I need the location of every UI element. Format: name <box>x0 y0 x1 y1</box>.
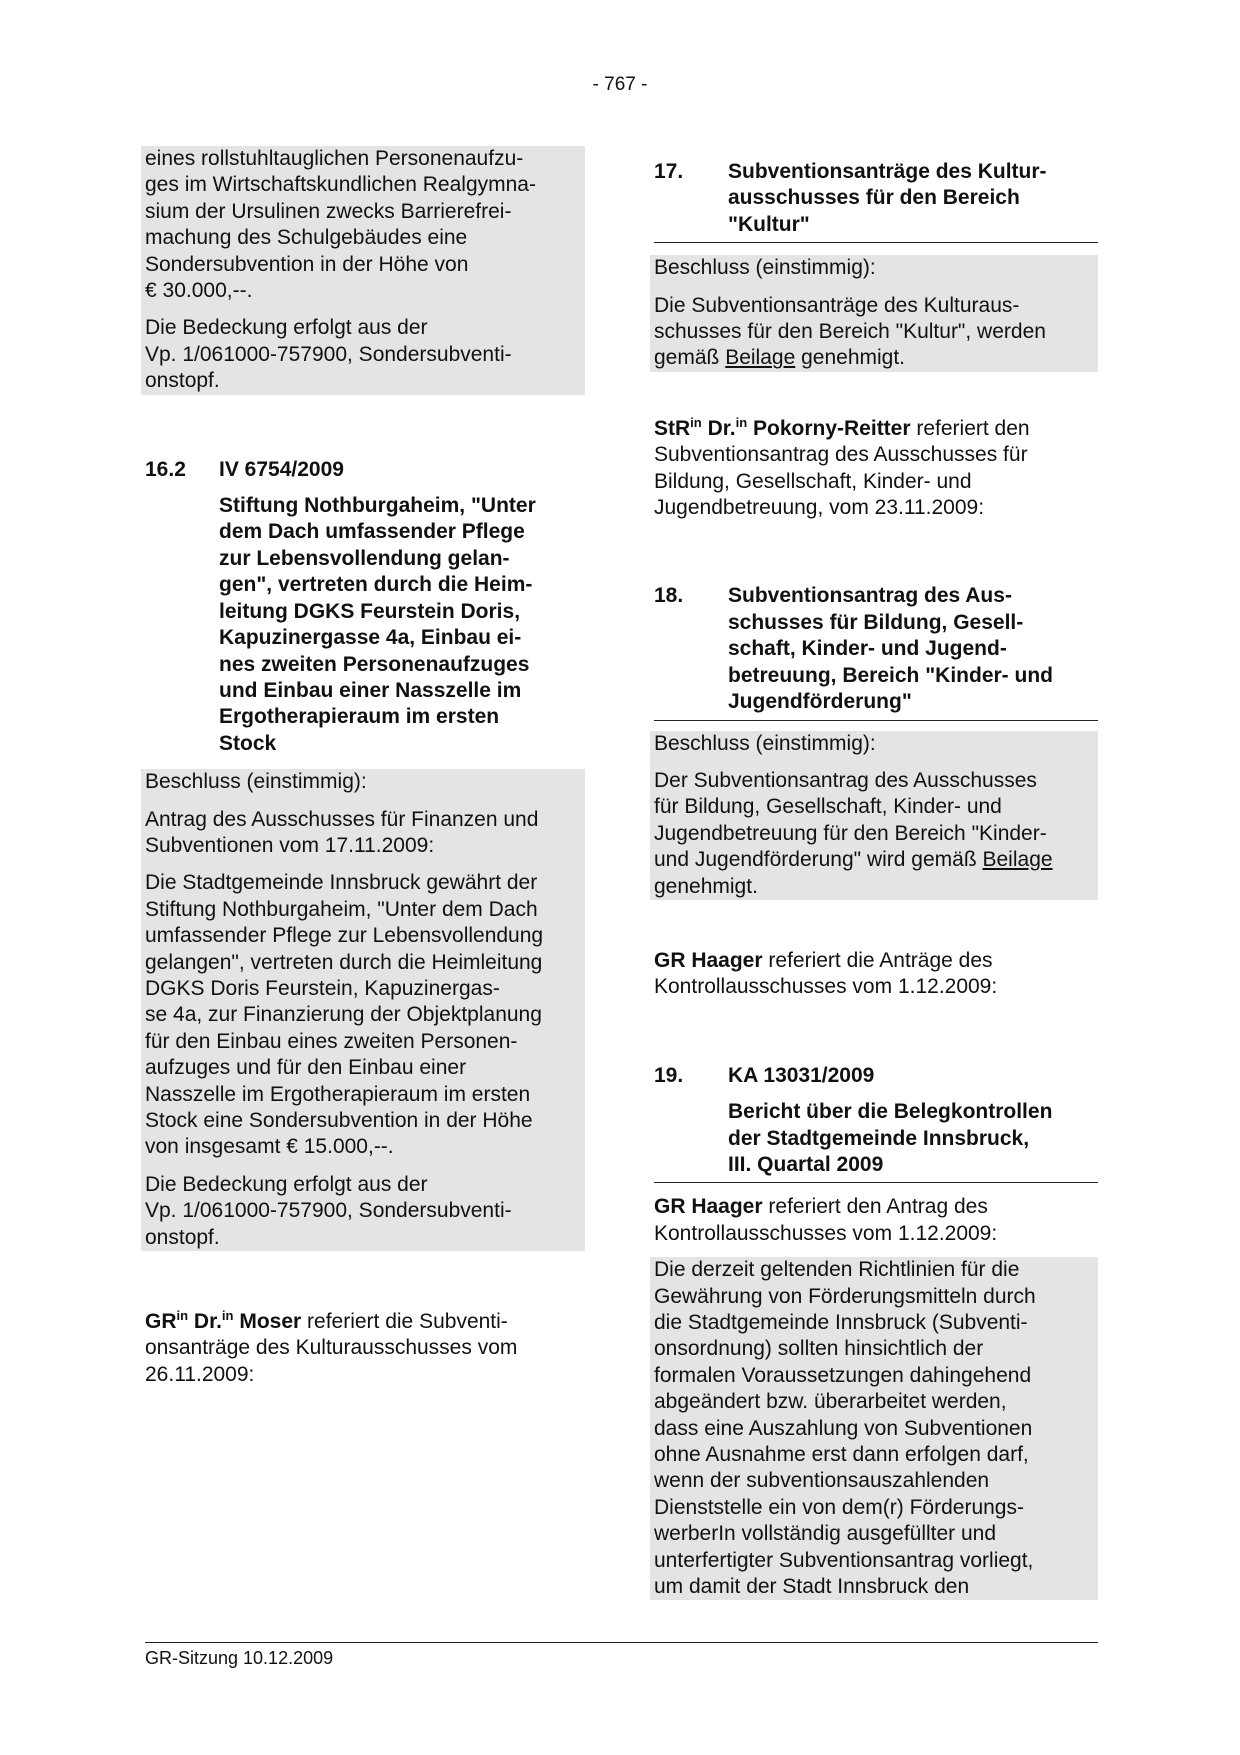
text-line: Dienststelle ein von dem(r) Förderungs- <box>654 1495 1024 1519</box>
item-code: IV 6754/2009 <box>219 457 344 481</box>
speaker-title: StR$^{in}$ Dr.$^{in}$ Pokorny-Reitter <box>654 414 911 440</box>
text-line: dem Dach umfassender Pflege <box>219 520 525 544</box>
text-line: III. Quartal 2009 <box>728 1152 884 1176</box>
text-line: Bericht über die Belegkontrollen <box>728 1100 1053 1124</box>
text-line: wenn der subventionsauszahlenden <box>654 1469 990 1493</box>
item-number: 17. <box>654 160 684 183</box>
resolution-body <box>654 768 1094 900</box>
text-line: Subventionen vom 17.11.2009: <box>145 833 435 857</box>
resolution-body <box>654 293 1094 372</box>
text-line: Subventionsanträge des Kultur- <box>728 160 1047 183</box>
text-line: gelangen", vertreten durch die Heimleitung <box>145 950 543 974</box>
text-line: Jugendbetreuung für den Bereich "Kinder- <box>654 821 1047 845</box>
text-line: umfassender Pflege zur Lebensvollendung <box>145 924 544 948</box>
text-line: dass eine Auszahlung von Subventionen <box>654 1416 1033 1440</box>
speaker-haager-1 <box>654 948 1098 1001</box>
text-line: die Stadtgemeinde Innsbruck (Subventi- <box>654 1311 1028 1334</box>
text-line: Der Subventionsantrag des Ausschusses <box>654 768 1037 792</box>
text-line: ausschusses für den Bereich <box>728 186 1020 210</box>
beilage-link[interactable]: Beilage <box>725 346 796 370</box>
decision-label: Beschluss (einstimmig): <box>654 731 876 755</box>
coverage-text <box>145 315 581 394</box>
text-line: Antrag des Ausschusses für Finanzen und <box>145 807 539 831</box>
text-line: Die Bedeckung erfolgt aus der <box>145 1172 428 1196</box>
right-column <box>654 0 1098 1600</box>
text-line: der Stadtgemeinde Innsbruck, <box>728 1126 1030 1150</box>
motion-text <box>145 807 581 860</box>
item-title <box>728 583 1098 715</box>
item-number: 16.2 <box>145 457 186 481</box>
text-line: ges im Wirtschaftskundlichen Realgymna- <box>145 173 536 197</box>
text-line: Stiftung Nothburgaheim, "Unter <box>219 494 536 518</box>
text-line: Subventionsantrag des Aus- <box>728 584 1012 608</box>
text-line: Stiftung Nothburgaheim, "Unter dem Dach <box>145 897 538 921</box>
speaker-line <box>654 1194 1098 1220</box>
text-line: Die derzeit geltenden Richtlinien für die <box>654 1258 1020 1282</box>
left-column <box>145 0 585 1388</box>
text-line: für den Einbau eines zweiten Personen- <box>145 1029 518 1053</box>
text-line: leitung DGKS Feurstein Doris, <box>219 599 521 623</box>
footer-text: GR-Sitzung 10.12.2009 <box>145 1648 334 1668</box>
decision-label: Beschluss (einstimmig): <box>145 770 367 794</box>
item-heading <box>654 1063 1098 1089</box>
text-line: Stock <box>219 731 277 755</box>
item-19-motion-block <box>650 1257 1098 1600</box>
text-line: "Kultur" <box>728 212 810 236</box>
speaker-line <box>654 416 1098 442</box>
speaker-text: referiert den Antrag des <box>768 1195 988 1219</box>
coverage-text <box>145 1172 581 1251</box>
text-line: für Bildung, Gesellschaft, Kinder- und <box>654 795 1002 819</box>
text-line: sium der Ursulinen zwecks Barrierefrei- <box>145 199 512 223</box>
text-line: Kapuzinergasse 4a, Einbau ei- <box>219 626 522 650</box>
text-line: und Einbau einer Nasszelle im <box>219 678 522 702</box>
text-line: zur Lebensvollendung gelan- <box>219 546 510 570</box>
text-line: genehmigt. <box>654 874 758 898</box>
speaker-moser <box>145 1309 585 1388</box>
text-line: gen", vertreten durch die Heim- <box>219 573 533 597</box>
text-line: Jugendförderung" <box>728 690 912 714</box>
resolution-block <box>141 769 585 1251</box>
speaker-text: referiert die Anträge des <box>768 948 993 972</box>
item-subject <box>654 1099 1098 1183</box>
text-line: 26.11.2009: <box>145 1362 255 1386</box>
item-16-2 <box>145 457 585 1251</box>
resolution-block <box>650 731 1098 900</box>
text-line: formalen Voraussetzungen dahingehend <box>654 1363 1032 1387</box>
text-line: Gewährung von Förderungsmitteln durch <box>654 1284 1036 1308</box>
text-line: von insgesamt € 15.000,--. <box>145 1135 394 1159</box>
text-line: Die Subventionsanträge des Kulturaus- <box>654 293 1020 317</box>
speaker-title: $GR^{in}$ Dr.$^{in}$ Moser <box>145 1308 302 1334</box>
text-line: Kontrollausschusses vom 1.12.2009: <box>654 975 998 999</box>
text-line: onsordnung) sollten hinsichtlich der <box>654 1337 984 1361</box>
speaker-line <box>145 1309 585 1335</box>
speaker-text: referiert die Subventi- <box>307 1310 508 1334</box>
text-line: onstopf. <box>145 1225 220 1249</box>
text-line: Subventionsantrag des Ausschusses für <box>654 443 1028 467</box>
item-19 <box>654 1063 1098 1184</box>
item-title <box>728 159 1098 238</box>
item-17 <box>654 159 1098 372</box>
item-heading <box>145 457 585 483</box>
continued-resolution-block <box>141 146 585 395</box>
text-line: Nasszelle im Ergotherapieraum im ersten <box>145 1082 531 1106</box>
text-line: Bildung, Gesellschaft, Kinder- und <box>654 469 972 493</box>
text-line: Stock eine Sondersubvention in der Höhe <box>145 1109 533 1132</box>
text-line: Jugendbetreuung, vom 23.11.2009: <box>654 496 985 520</box>
speaker-text: referiert den <box>916 416 1030 440</box>
item-18 <box>654 583 1098 899</box>
text-line: nes zweiten Personenaufzuges <box>219 652 530 676</box>
text-line: Die Bedeckung erfolgt aus der <box>145 316 428 340</box>
item-number: 19. <box>654 1063 684 1087</box>
page-number: - 767 - <box>592 74 648 95</box>
text-line: schaft, Kinder- und Jugend- <box>728 637 1007 661</box>
text-line: ohne Ausnahme erst dann erfolgen darf, <box>654 1443 1029 1467</box>
speaker-title: GR Haager <box>654 1195 763 1219</box>
text-line: und Jugendförderung" wird gemäß Beilage <box>654 848 1053 872</box>
text-line: werberIn vollständig ausgefüllter und <box>654 1522 997 1546</box>
text-line: DGKS Doris Feurstein, Kapuzinergas- <box>145 976 500 1000</box>
text-line: gemäß Beilage genehmigt. <box>654 346 906 370</box>
text-line: Die Stadtgemeinde Innsbruck gewährt der <box>145 871 538 895</box>
speaker-pokorny-reitter <box>654 416 1098 522</box>
text-line: Ergotherapieraum im ersten <box>219 705 500 729</box>
text-line: se 4a, zur Finanzierung der Objektplanung <box>145 1003 542 1027</box>
text-line: um damit der Stadt Innsbruck den <box>654 1575 970 1599</box>
text-line: betreuung, Bereich "Kinder- und <box>728 663 1053 687</box>
text-line: schusses für Bildung, Gesell- <box>728 610 1024 634</box>
item-number: 18. <box>654 584 684 608</box>
item-code: KA 13031/2009 <box>728 1063 875 1087</box>
text-line: unterfertigter Subventionsantrag vorliegt, <box>654 1548 1034 1572</box>
item-heading <box>654 583 1098 720</box>
resolution-body <box>145 870 581 1160</box>
continued-text <box>145 146 581 304</box>
decision-label: Beschluss (einstimmig): <box>654 256 876 280</box>
text-line: machung des Schulgebäudes eine <box>145 226 468 250</box>
text-line: schusses für den Bereich "Kultur", werden <box>654 320 1046 344</box>
speaker-title: GR Haager <box>654 948 763 972</box>
item-heading <box>654 159 1098 243</box>
text-line: eines rollstuhltauglichen Personenaufzu- <box>145 147 524 170</box>
text-line: Vp. 1/061000-757900, Sondersubventi- <box>145 1199 512 1223</box>
speaker-haager-2 <box>654 1194 1098 1247</box>
item-subject <box>219 493 585 761</box>
text-line: onstopf. <box>145 369 220 393</box>
text-line: Kontrollausschusses vom 1.12.2009: <box>654 1221 998 1245</box>
footer-divider <box>145 1642 1098 1643</box>
text-line: abgeändert bzw. überarbeitet werden, <box>654 1390 1007 1414</box>
text-line: Sondersubvention in der Höhe von <box>145 252 469 276</box>
beilage-link[interactable]: Beilage <box>982 848 1053 872</box>
text-line: Vp. 1/061000-757900, Sondersubventi- <box>145 342 512 366</box>
text-line: € 30.000,--. <box>145 279 253 303</box>
resolution-block <box>650 255 1098 372</box>
speaker-line <box>654 948 1098 974</box>
text-line: onsanträge des Kulturausschusses vom <box>145 1336 518 1360</box>
text-line: aufzuges und für den Einbau einer <box>145 1056 467 1080</box>
